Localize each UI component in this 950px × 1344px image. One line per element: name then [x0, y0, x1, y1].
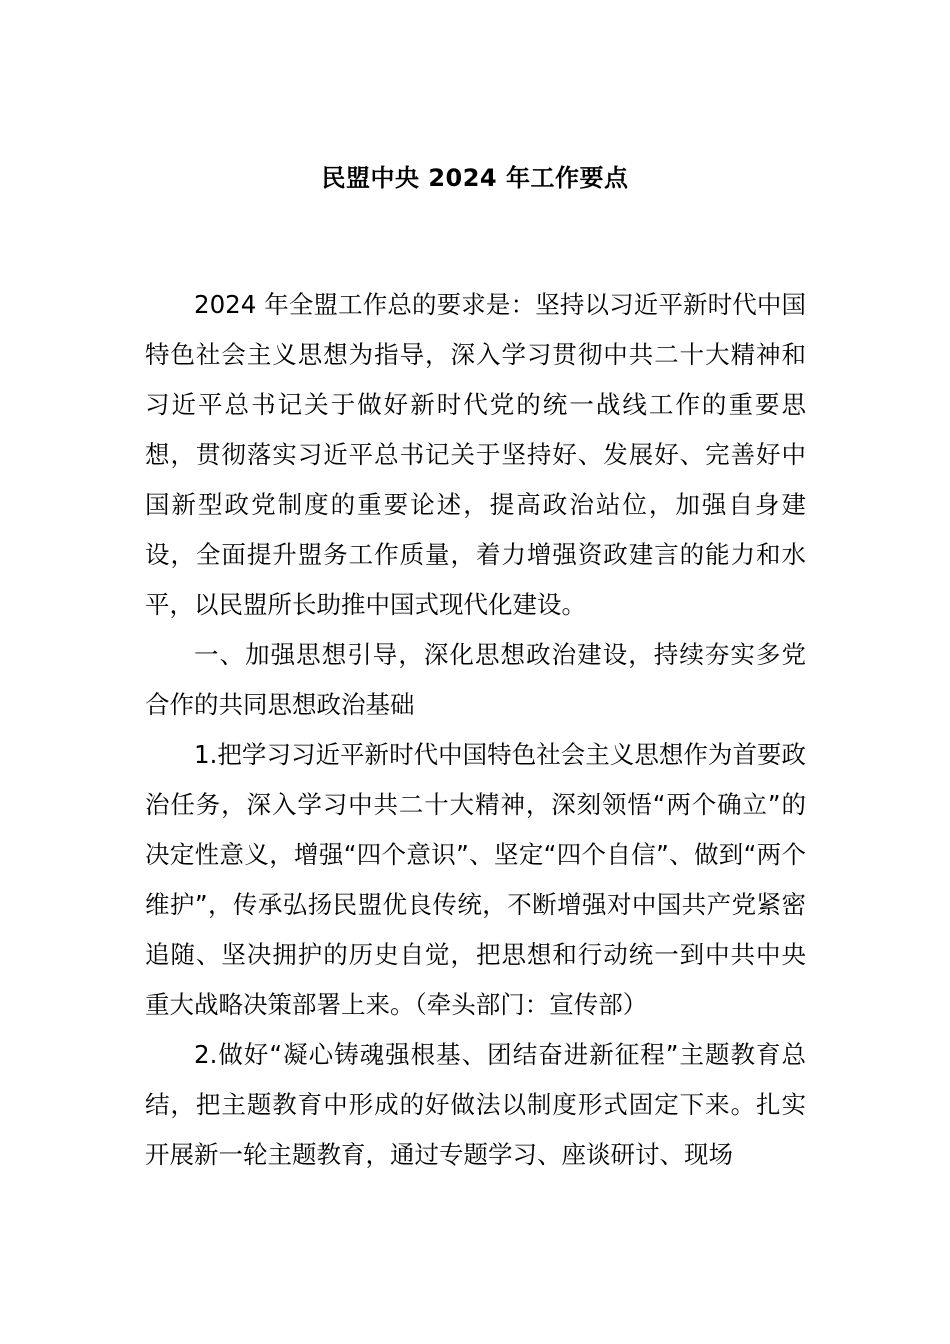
section-heading-1: 一、加强思想引导，深化思想政治建设，持续夯实多党合作的共同思想政治基础 [145, 640, 806, 719]
paragraph-general-requirements: 2024 年全盟工作总的要求是：坚持以习近平新时代中国特色社会主义思想为指导，深入学习贯彻中共二十大精神和习近平总书记关于做好新时代党的统一战线工作的重要思想，贯彻落实习近平总书记关于坚持好、发展好、完善好中国新型政党制度的重要论述，提高政治站位，加强自身建设，全面提升盟务工作质量，着力增强资政建言的能力和水平，以民盟所长助推中国式现代化建设。 [145, 290, 806, 619]
paragraph-item-1: 1.把学习习近平新时代中国特色社会主义思想作为首要政治任务，深入学习中共二十大精神，深刻领悟“两个确立”的决定性意义，增强“四个意识”、坚定“四个自信”、做到“两个维护”，传承弘扬民盟优良传统，不断增强对中国共产党紧密追随、坚决拥护的历史自觉，把思想和行动统一到中共中央重大战略决策部署上来。（牵头部门：宣传部） [145, 740, 806, 1019]
paragraph-item-2: 2.做好“凝心铸魂强根基、团结奋进新征程”主题教育总结，把主题教育中形成的好做法以制度形式固定下来。扎实开展新一轮主题教育，通过专题学习、座谈研讨、现场 [145, 1040, 806, 1169]
document-body [145, 280, 806, 1180]
document-title: 民盟中央 2024 年工作要点 [321, 164, 629, 192]
